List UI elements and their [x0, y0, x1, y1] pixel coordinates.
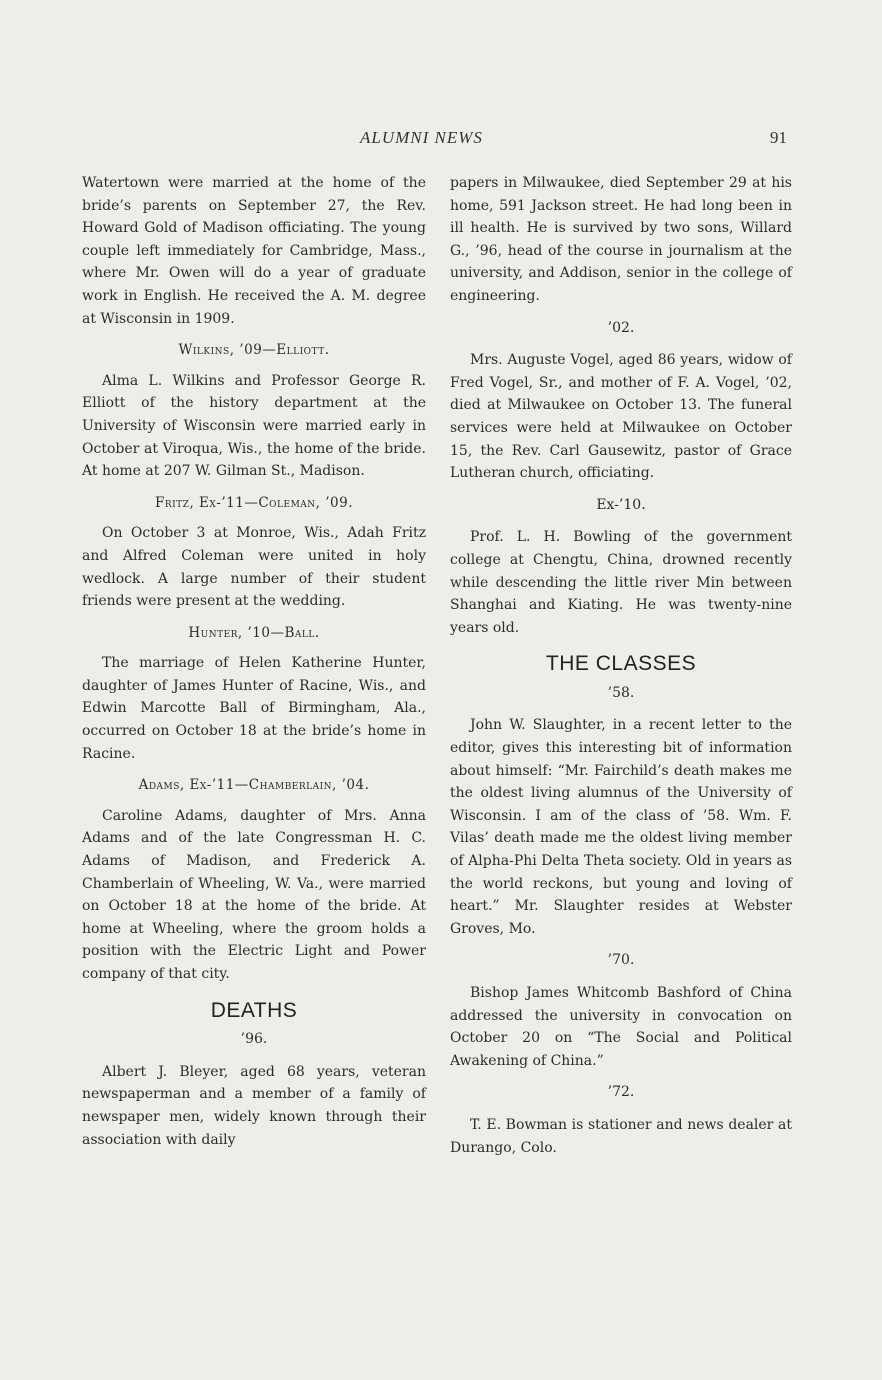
- deaths-section-title: DEATHS: [210, 998, 298, 1022]
- heading-text: Wilkins, ’09—Elliott.: [178, 342, 330, 359]
- slaughter-paragraph: John W. Slaughter, in a recent letter to the editor, gives this interesting bit of information about himself: “Mr. Fairchild’s death makes me the oldest living alumnus of the University of Wisconsin. I am of the class of ’58. Wm. F. Vilas’ death made me the oldest living member of Alpha-Phi Delta Theta society. Old in years as the world reckons, but young and loving of heart.” Mr. Slaughter resides at Webster Groves, Mo.: [450, 717, 792, 937]
- class-year-58: ’58.: [607, 684, 635, 701]
- right-column: [450, 172, 792, 1168]
- class-year-ex10: Ex-’10.: [596, 496, 646, 513]
- wilkins-elliott-heading: [82, 339, 426, 362]
- bleyer-paragraph: Albert J. Bleyer, aged 68 years, veteran newspaperman and a member of a family of newspaper men, widely known through their association with daily: [82, 1063, 426, 1148]
- owen-marriage-paragraph: Watertown were married at the home of the bride’s parents on September 27, the Rev. Howard Gold of Madison officiating. The young couple left immediately for Cambridge, Mass., where Mr. Owen will do a year of graduate work in English. He received the A. M. degree at Wisconsin in 1909.: [82, 175, 426, 327]
- class-year-96: ’96.: [240, 1031, 268, 1048]
- vogel-paragraph: Mrs. Auguste Vogel, aged 86 years, widow of Fred Vogel, Sr., and mother of F. A. Vogel, ’02, died at Milwaukee on October 13. The funeral services were held at Milwaukee on October 15, the Rev. Carl Gausewitz, pastor of Grace Lutheran church, officiating.: [450, 352, 792, 482]
- adams-chamberlain-paragraph: Caroline Adams, daughter of Mrs. Anna Adams and of the late Congressman H. C. Adams of Madison, and Frederick A. Chamberlain of Wheeling, W. Va., were married on October 18 at the home of the bride. At home at Wheeling, where the groom holds a position with the Electric Light and Power company of that city.: [82, 807, 426, 982]
- heading-text: Adams, Ex-’11—Chamberlain, ’04.: [138, 777, 370, 794]
- class-year-02: ’02.: [607, 319, 635, 336]
- journal-title: ALUMNI NEWS: [360, 128, 483, 147]
- running-header: [0, 128, 882, 152]
- classes-section-title: THE CLASSES: [545, 652, 697, 676]
- hunter-ball-paragraph: The marriage of Helen Katherine Hunter, daughter of James Hunter of Racine, Wis., and Edwin Marcotte Ball of Birmingham, Ala., occurred on October 18 at the bride’s home in Racine.: [82, 655, 426, 762]
- fritz-coleman-heading: [82, 492, 426, 515]
- class-year-70: ’70.: [607, 952, 635, 969]
- adams-chamberlain-heading: [82, 774, 426, 797]
- class-year-72: ’72.: [607, 1084, 635, 1101]
- hunter-ball-heading: [82, 622, 426, 645]
- heading-text: Fritz, Ex-’11—Coleman, ’09.: [154, 494, 354, 511]
- page-number: 91: [770, 128, 787, 147]
- wilkins-elliott-paragraph: Alma L. Wilkins and Professor George R. Elliott of the history department at the University of Wisconsin were married early in October at Viroqua, Wis., the home of the bride. At home at 207 W. Gilman St., Madison.: [82, 372, 426, 480]
- bowman-paragraph: T. E. Bowman is stationer and news dealer at Durango, Colo.: [450, 1116, 792, 1156]
- left-column: [82, 172, 426, 1160]
- bashford-paragraph: Bishop James Whitcomb Bashford of China addressed the university in convocation on October 20 on “The Social and Political Awakening of China.”: [450, 985, 792, 1069]
- fritz-coleman-paragraph: On October 3 at Monroe, Wis., Adah Fritz and Alfred Coleman were united in holy wedlock. A large number of their student friends were present at the wedding.: [82, 525, 426, 610]
- bleyer-paragraph-continued: papers in Milwaukee, died September 29 at his home, 591 Jackson street. He had long been in ill health. He is survived by two sons, Willard G., ’96, head of the course in journalism at the university, and Addison, senior in the college of engineering.: [450, 175, 792, 304]
- bowling-paragraph: Prof. L. H. Bowling of the government college at Chengtu, China, drowned recently while descending the little river Min between Shanghai and Kiating. He was twenty-nine years old.: [450, 529, 792, 636]
- heading-text: Hunter, ’10—Ball.: [188, 624, 320, 641]
